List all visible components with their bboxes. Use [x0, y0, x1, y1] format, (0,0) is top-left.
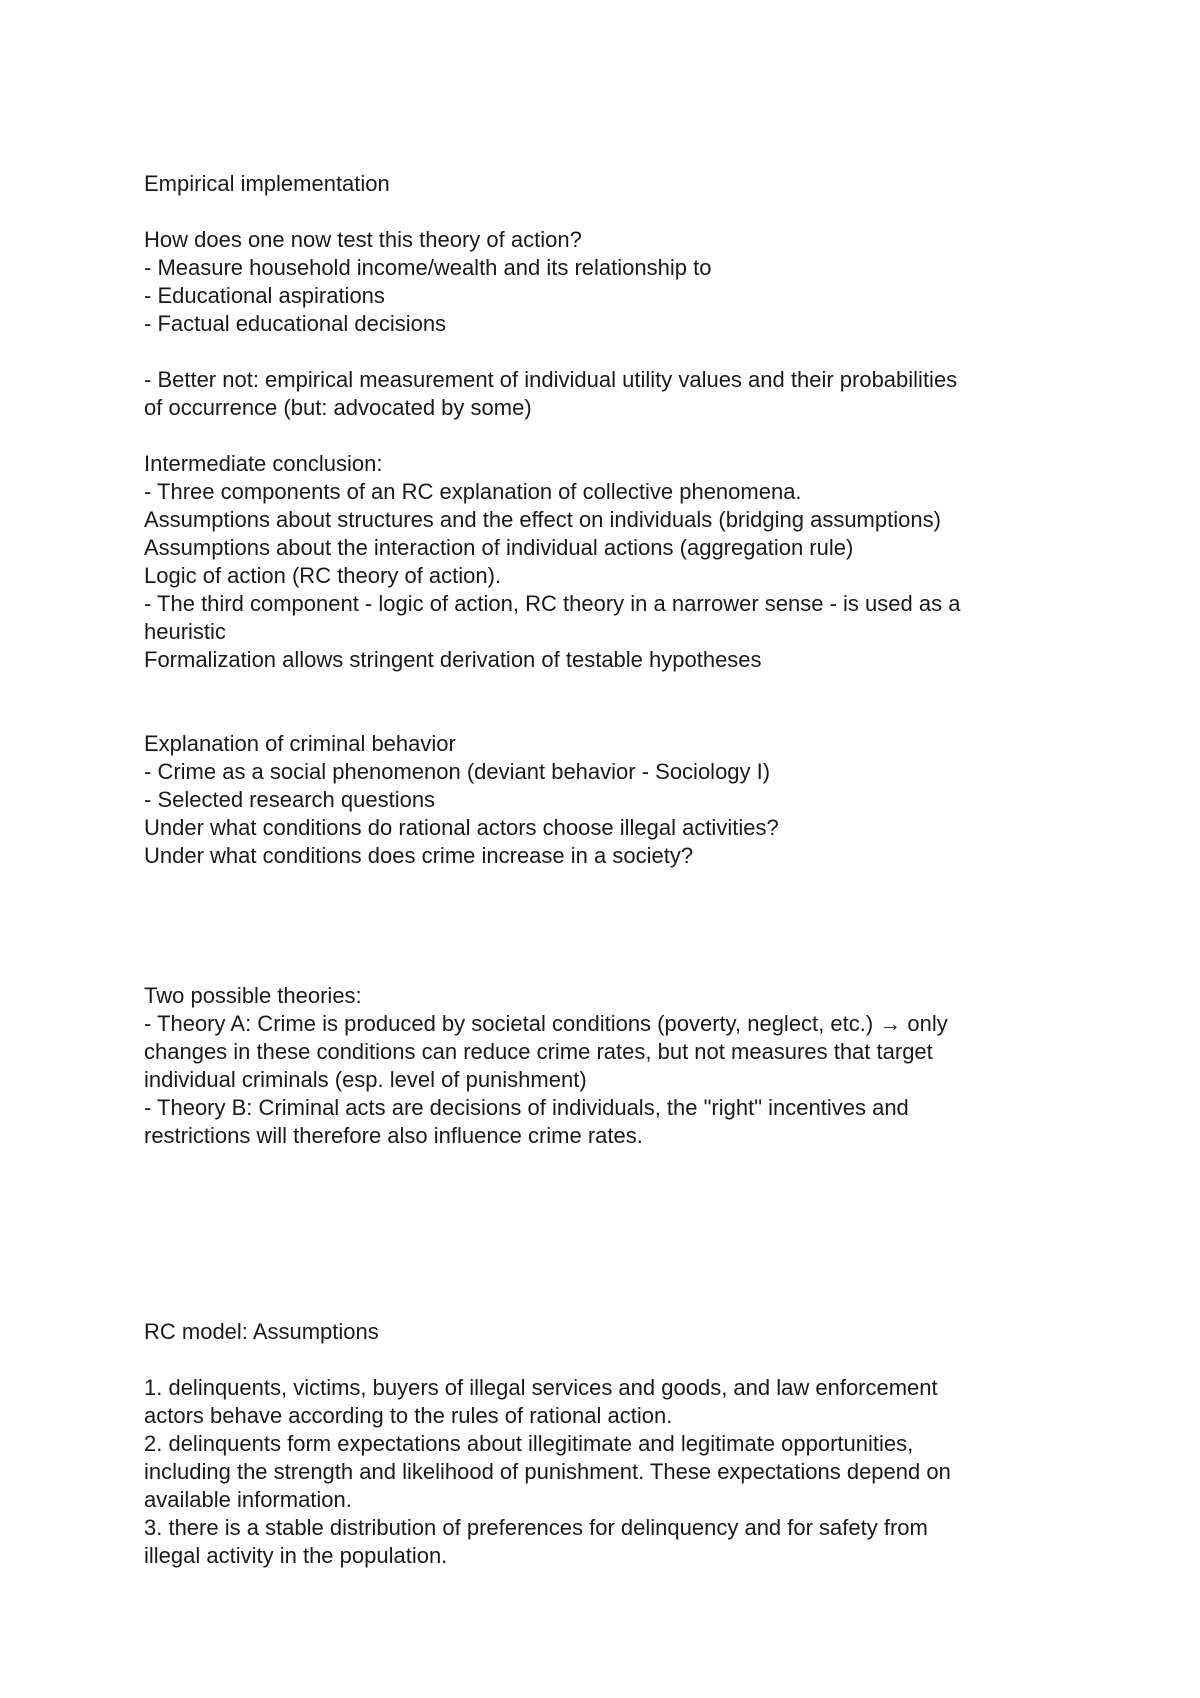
section-criminal-behavior: [144, 730, 1064, 870]
spacer: [144, 1346, 1064, 1374]
text-line: individual criminals (esp. level of punishment): [144, 1067, 587, 1092]
document-body: [144, 170, 1064, 1570]
text-line: Under what conditions does crime increase in a society?: [144, 843, 694, 868]
subheading: Intermediate conclusion:: [144, 451, 383, 476]
spacer: [144, 338, 1064, 366]
spacer: [144, 422, 1064, 450]
text-line: 1. delinquents, victims, buyers of illegal services and goods, and law enforcement: [144, 1375, 938, 1400]
bullet-line: - Educational aspirations: [144, 283, 385, 308]
section-heading: Empirical implementation: [144, 171, 390, 196]
text-line: available information.: [144, 1487, 352, 1512]
bullet-line: - Factual educational decisions: [144, 311, 447, 336]
text-line: 3. there is a stable distribution of preferences for delinquency and for safety from: [144, 1515, 928, 1540]
text-line: Under what conditions do rational actors choose illegal activities?: [144, 815, 779, 840]
text-line: - Crime as a social phenomenon (deviant behavior - Sociology I): [144, 759, 771, 784]
text-line: - Theory B: Criminal acts are decisions of individuals, the "right" incentives and: [144, 1095, 909, 1120]
text-line: Logic of action (RC theory of action).: [144, 563, 502, 588]
text-line: - The third component - logic of action, RC theory in a narrower sense - is used as a: [144, 591, 961, 616]
text-line: restrictions will therefore also influence crime rates.: [144, 1123, 643, 1148]
text-line: changes in these conditions can reduce crime rates, but not measures that target: [144, 1039, 933, 1064]
text-line: illegal activity in the population.: [144, 1543, 448, 1568]
section-heading: Two possible theories:: [144, 983, 362, 1008]
text-line: of occurrence (but: advocated by some): [144, 395, 532, 420]
section-rc-model-assumptions: [144, 1318, 1064, 1570]
text-line: heuristic: [144, 619, 226, 644]
text-line: Assumptions about structures and the effect on individuals (bridging assumptions): [144, 507, 941, 532]
section-two-theories: [144, 982, 1064, 1150]
text-line: - Better not: empirical measurement of individual utility values and their probabilities: [144, 367, 958, 392]
section-heading: Explanation of criminal behavior: [144, 731, 456, 756]
spacer: [144, 198, 1064, 226]
section-empirical-implementation: [144, 170, 1064, 674]
question-text: How does one now test this theory of action?: [144, 227, 582, 252]
text-line: Assumptions about the interaction of individual actions (aggregation rule): [144, 535, 854, 560]
text-line: including the strength and likelihood of punishment. These expectations depend on: [144, 1459, 951, 1484]
bullet-line: - Measure household income/wealth and its relationship to: [144, 255, 712, 280]
text-line: 2. delinquents form expectations about illegitimate and legitimate opportunities,: [144, 1431, 914, 1456]
text-line: - Selected research questions: [144, 787, 436, 812]
text-line: Formalization allows stringent derivation of testable hypotheses: [144, 647, 762, 672]
text-line: actors behave according to the rules of rational action.: [144, 1403, 673, 1428]
section-heading: RC model: Assumptions: [144, 1319, 379, 1344]
text-line: - Three components of an RC explanation of collective phenomena.: [144, 479, 802, 504]
text-line: - Theory A: Crime is produced by societal conditions (poverty, neglect, etc.) → only: [144, 1011, 948, 1036]
